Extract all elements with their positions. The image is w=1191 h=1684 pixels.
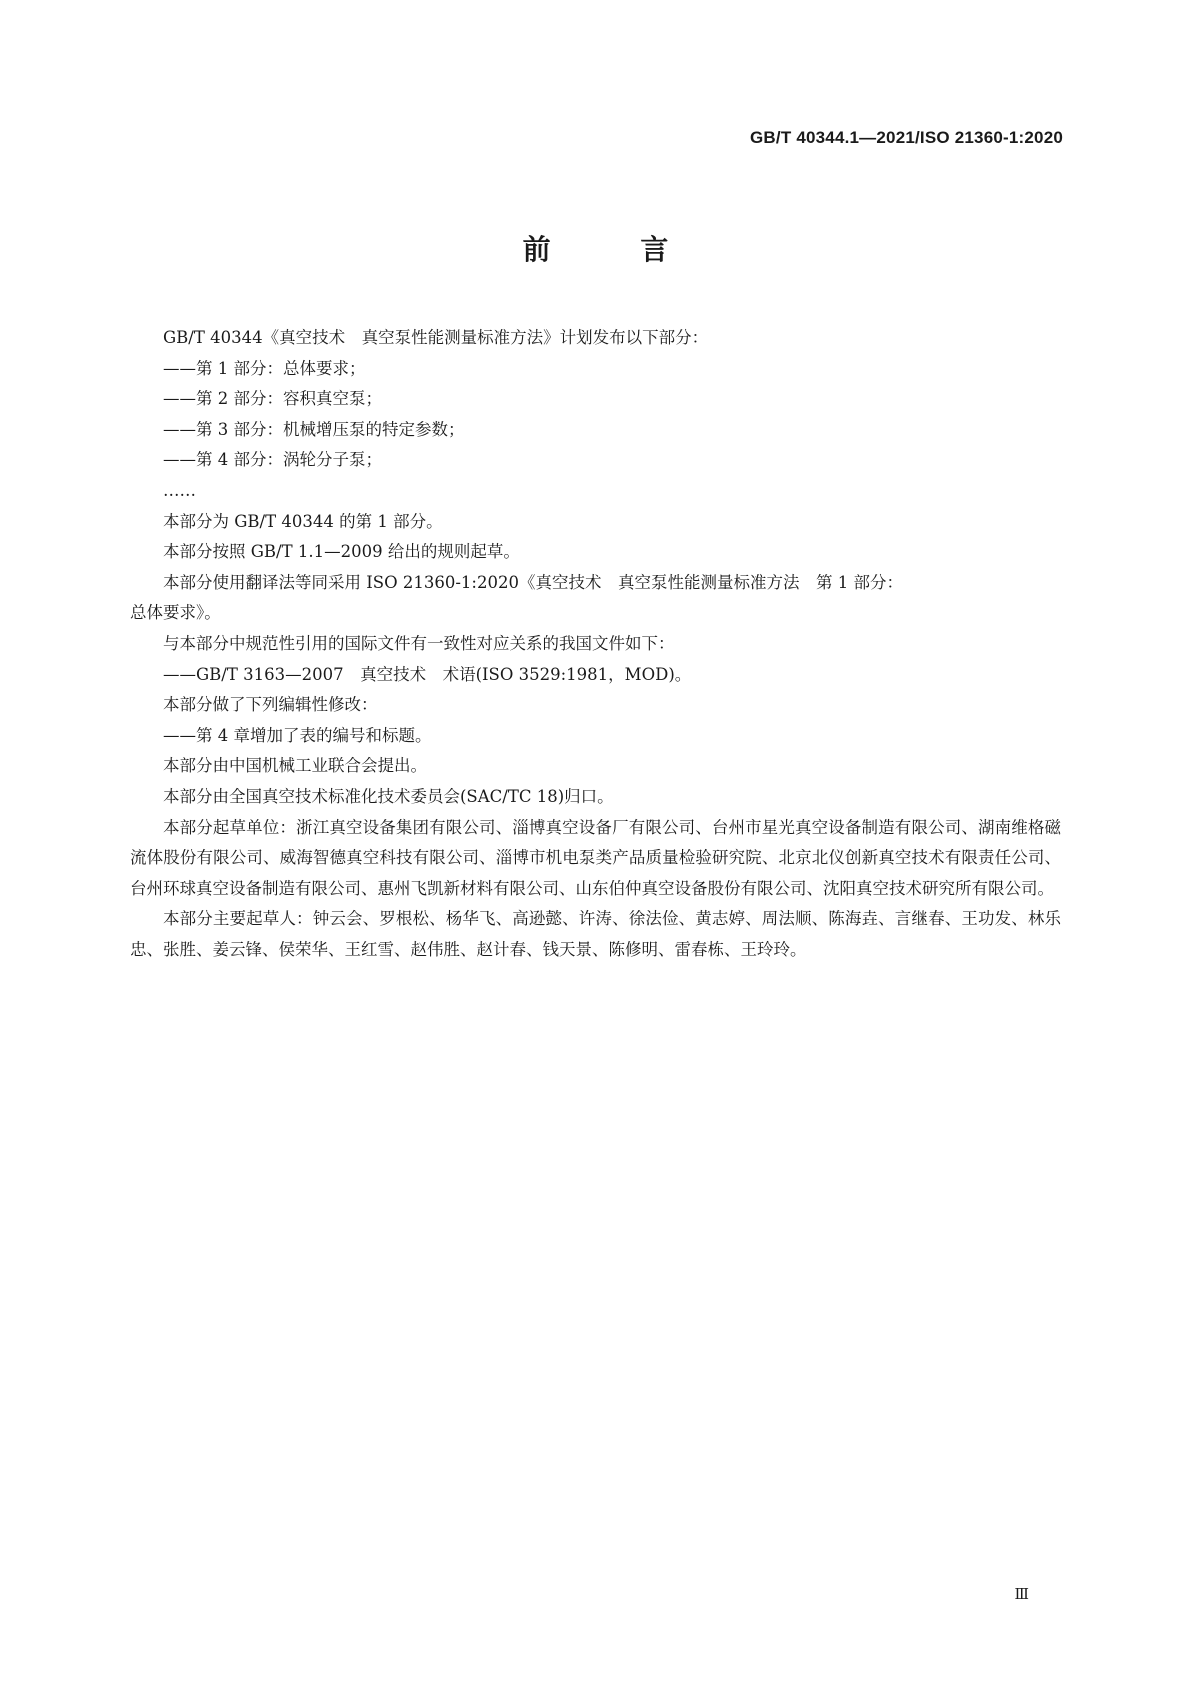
page-number: Ⅲ [1014,1585,1029,1603]
page-title: 前 言 [522,233,709,266]
adoption-statement-line2: 总体要求》。 [130,603,221,623]
modification-item: ——第 4 章增加了表的编号和标题。 [163,725,432,745]
ellipsis: …… [163,480,196,500]
list-item: ——第 2 部分：容积真空泵； [163,389,382,409]
reference-statement: 与本部分中规范性引用的国际文件有一致性对应关系的我国文件如下： [163,633,675,653]
proposer-statement: 本部分由中国机械工业联合会提出。 [163,756,427,776]
drafting-rules: 本部分按照 GB/T 1.1—2009 给出的规则起草。 [163,542,520,562]
drafting-units: 本部分起草单位：浙江真空设备集团有限公司、淄博真空设备厂有限公司、台州市星光真空设备制造有限公司、湖南维格磁流体股份有限公司、威海智德真空科技有限公司、淄博市机电泵类产品质量检验研究院、北京北仪创新真空技术有限责任公司、台州环球真空设备制造有限公司、惠州飞凯新材料有限公司、山东伯仲真空设备股份有限公司、沈阳真空技术研究所有限公司。 [130,817,1061,898]
committee-statement: 本部分由全国真空技术标准化技术委员会(SAC/TC 18)归口。 [163,786,614,806]
intro-paragraph: GB/T 40344《真空技术 真空泵性能测量标准方法》计划发布以下部分： [163,328,709,347]
drafters: 本部分主要起草人：钟云会、罗根松、杨华飞、高逊懿、许涛、徐法俭、黄志婷、周法顺、陈海垚、言继春、王功发、林乐忠、张胜、姜云锋、侯荣华、王红雪、赵伟胜、赵计春、钱天景、陈修明、雷春栋、王玲玲。 [130,909,1061,959]
adoption-statement-line1: 本部分使用翻译法等同采用 ISO 21360-1:2020《真空技术 真空泵性能测量标准方法 第 1 部分： [163,572,903,592]
list-item: ——第 3 部分：机械增压泵的特定参数； [163,419,465,439]
part-statement: 本部分为 GB/T 40344 的第 1 部分。 [163,511,443,531]
reference-item: ——GB/T 3163—2007 真空技术 术语(ISO 3529:1981，MOD)。 [163,664,692,684]
list-item: ——第 1 部分：总体要求； [163,358,366,378]
standard-code-header: GB/T 40344.1—2021/ISO 21360-1:2020 [750,128,1063,147]
foreword-body [130,323,1061,965]
list-item: ——第 4 部分：涡轮分子泵； [163,450,382,470]
modification-statement: 本部分做了下列编辑性修改： [163,695,378,715]
